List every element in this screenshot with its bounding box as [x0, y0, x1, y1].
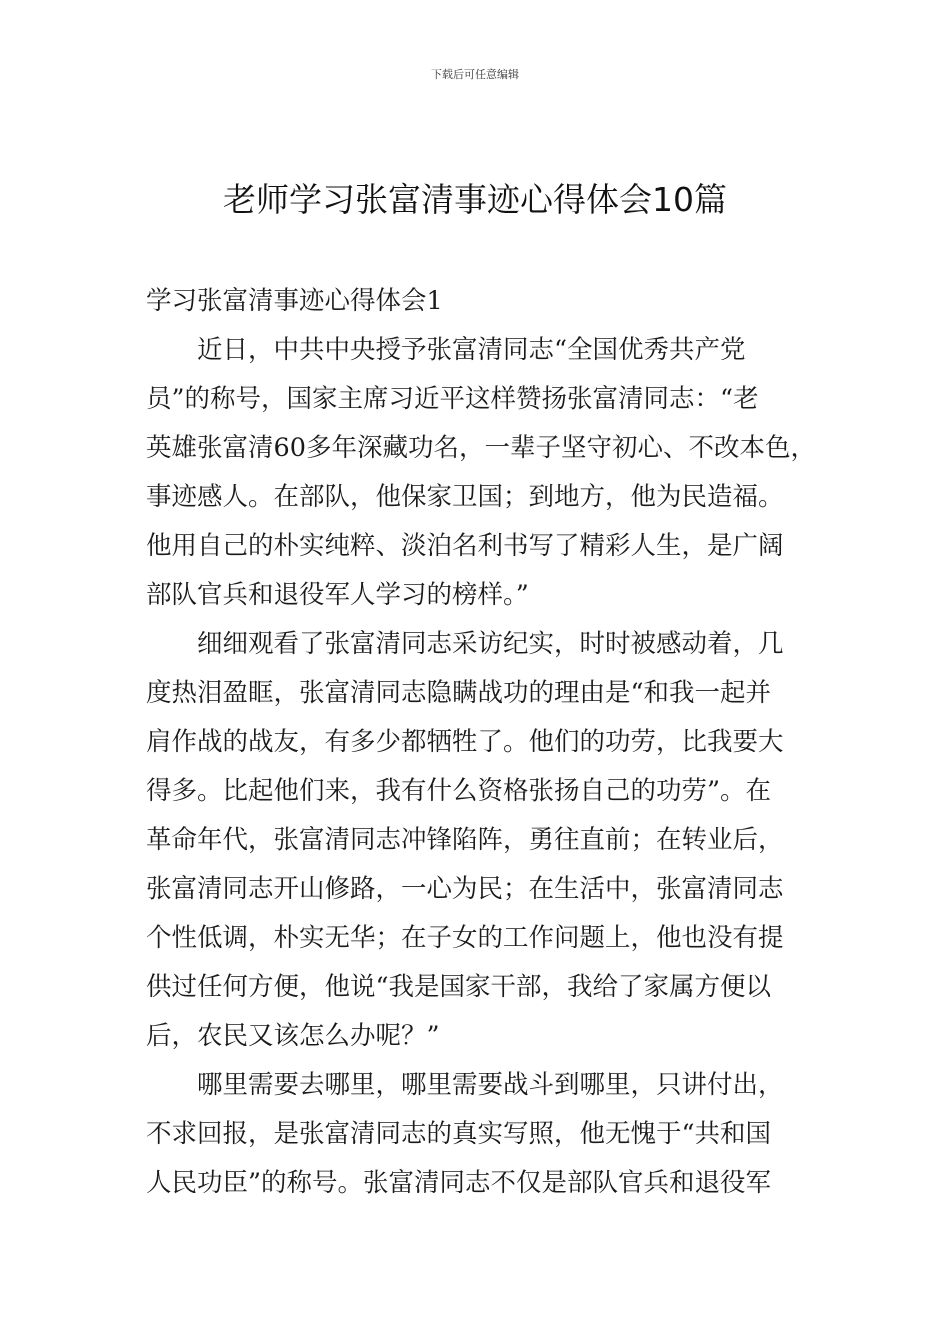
paragraph-line: 近日，中共中央授予张富清同志“全国优秀共产党 — [197, 335, 746, 365]
paragraph-line: 度热泪盈眶，张富清同志隐瞒战功的理由是“和我一起并 — [146, 678, 772, 708]
document-body — [146, 277, 816, 1208]
paragraph-line: 后，农民又该怎么办呢？” — [146, 1021, 440, 1051]
paragraph-3 — [146, 1061, 810, 1208]
paragraph-1 — [146, 326, 816, 620]
paragraph-2 — [146, 620, 810, 1061]
paragraph-line: 得多。比起他们来，我有什么资格张扬自己的功劳”。在 — [146, 776, 772, 806]
paragraph-line: 张富清同志开山修路，一心为民；在生活中，张富清同志 — [146, 874, 784, 904]
paragraph-line: 部队官兵和退役军人学习的榜样。” — [146, 580, 529, 610]
paragraph-line: 人民功臣”的称号。张富清同志不仅是部队官兵和退役军 — [146, 1168, 772, 1198]
header-note: 下载后可任意编辑 — [431, 68, 519, 81]
paragraph-line: 哪里需要去哪里，哪里需要战斗到哪里，只讲付出， — [197, 1070, 784, 1100]
paragraph-line: 他用自己的朴实纯粹、淡泊名利书写了精彩人生，是广阔 — [146, 531, 784, 561]
paragraph-line: 事迹感人。在部队，他保家卫国；到地方，他为民造福。 — [146, 482, 784, 512]
paragraph-line: 个性低调，朴实无华；在子女的工作问题上，他也没有提 — [146, 923, 784, 953]
paragraph-line: 不求回报，是张富清同志的真实写照，他无愧于“共和国 — [146, 1119, 772, 1149]
section-heading: 学习张富清事迹心得体会1 — [146, 286, 443, 316]
paragraph-line: 细细观看了张富清同志采访纪实，时时被感动着，几 — [197, 629, 784, 659]
paragraph-line: 革命年代，张富清同志冲锋陷阵，勇往直前；在转业后， — [146, 825, 784, 855]
paragraph-line: 肩作战的战友，有多少都牺牲了。他们的功劳，比我要大 — [146, 727, 784, 757]
paragraph-line: 英雄张富清60多年深藏功名，一辈子坚守初心、不改本色， — [146, 433, 816, 463]
document-title: 老师学习张富清事迹心得体会10篇 — [223, 180, 727, 219]
paragraph-line: 员”的称号，国家主席习近平这样赞扬张富清同志：“老 — [146, 384, 759, 414]
paragraph-line: 供过任何方便，他说“我是国家干部，我给了家属方便以 — [146, 972, 772, 1002]
